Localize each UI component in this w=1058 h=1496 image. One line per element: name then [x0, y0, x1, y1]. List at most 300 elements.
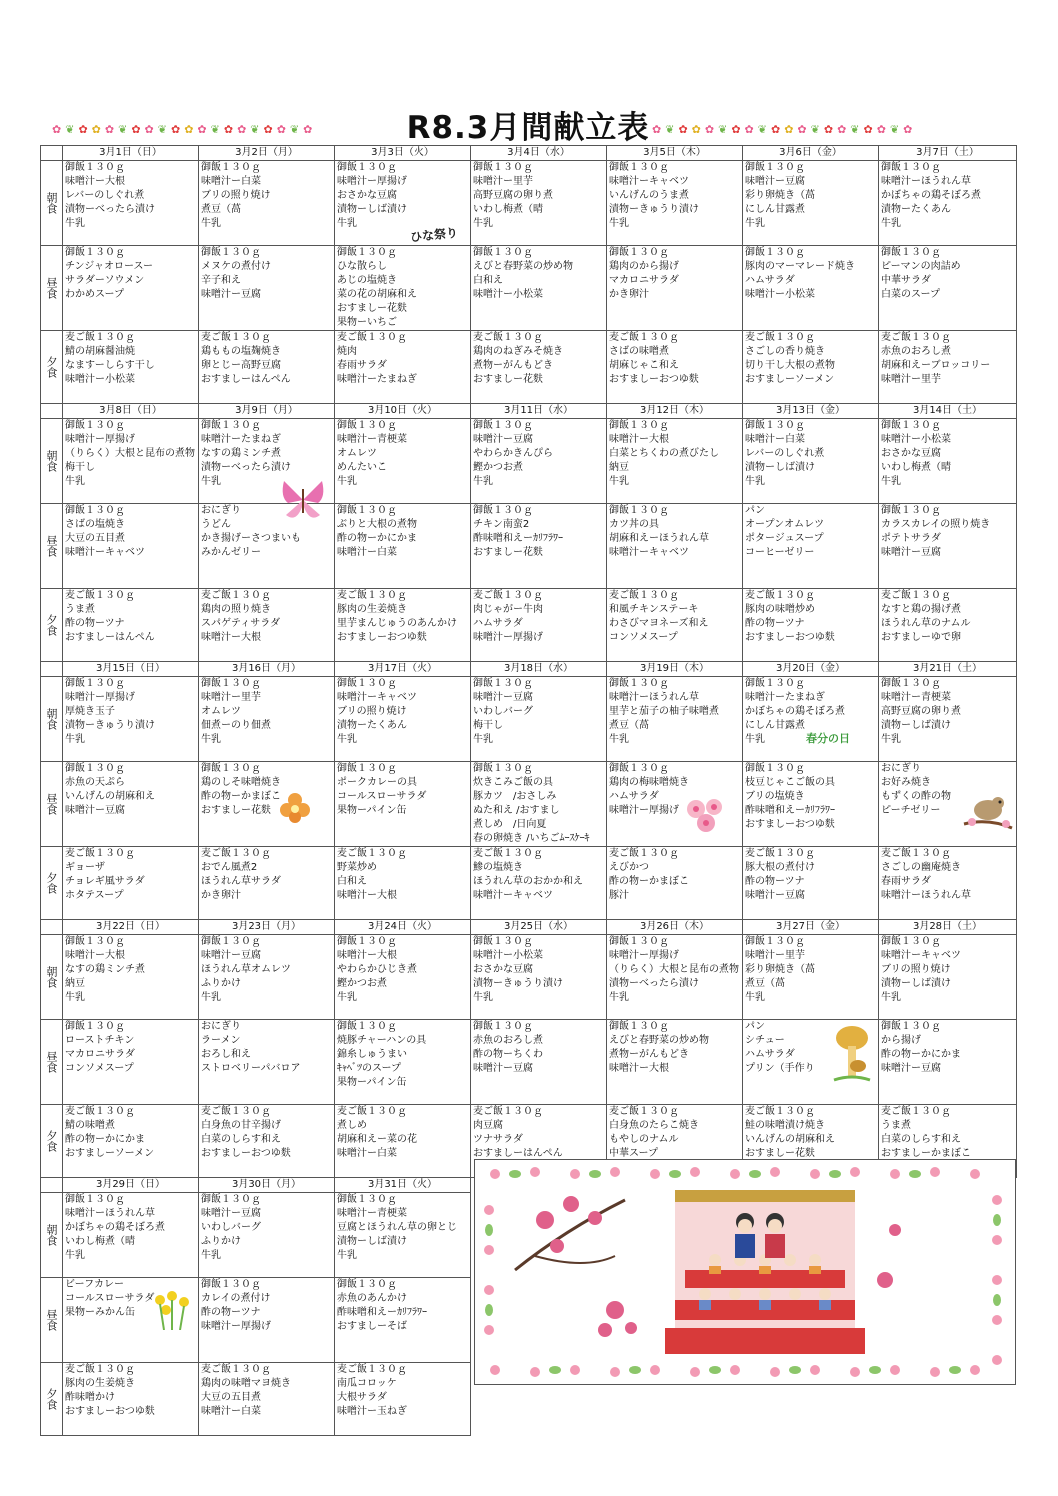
meal-items [337, 1278, 470, 1362]
menu-item: レバーのしぐれ煮 [745, 448, 825, 459]
dinner-cell [607, 589, 743, 662]
menu-item: 御飯１３０ｇ [201, 420, 261, 431]
menu-item: なますーしらす干し [65, 360, 155, 371]
date-header: 3月2日（月） [199, 146, 335, 161]
lunch-cell [743, 246, 879, 331]
meal-items [65, 331, 198, 403]
menu-item: オムレツ [201, 706, 241, 717]
breakfast-cell [471, 161, 607, 246]
menu-item: なすの鶏ミンチ煮 [201, 448, 281, 459]
menu-item: 御飯１３０ｇ [337, 678, 397, 689]
menu-item: 味噌汁ー小松菜 [881, 434, 951, 445]
menu-item: 味噌汁ー大根 [609, 1063, 669, 1074]
menu-item: 味噌汁ーほうれん草 [65, 1208, 155, 1219]
menu-item: 御飯１３０ｇ [337, 247, 397, 258]
menu-item: 味噌汁ー小松菜 [473, 950, 543, 961]
lunch-row [41, 504, 1017, 589]
breakfast-row [41, 677, 1017, 762]
menu-item: いわしバーグ [473, 706, 533, 717]
breakfast-cell [199, 161, 335, 246]
menu-item: 卵とじー高野豆腐 [201, 360, 281, 371]
menu-item: 麦ご飯１３０ｇ [473, 590, 543, 601]
menu-item: 煮豆（萵 [745, 978, 785, 989]
menu-item: 白身魚の甘辛揚げ [201, 1120, 281, 1131]
menu-item: 味噌汁ー厚揚げ [609, 805, 679, 816]
menu-item: かぼちゃの鶏そぼろ煮 [65, 1222, 165, 1233]
menu-item: 味噌汁ー白菜 [201, 1406, 261, 1417]
menu-item: 漬物ーべったら漬け [609, 978, 699, 989]
breakfast-cell [743, 419, 879, 504]
date-header: 3月11日（水） [471, 404, 607, 419]
menu-item: 果物ーみかん缶 [65, 1307, 135, 1318]
menu-item: 煮豆（萵 [609, 720, 649, 731]
meal-items [337, 847, 470, 919]
menu-item: 麦ご飯１３０ｇ [881, 1106, 951, 1117]
menu-item: 鰹かつお煮 [337, 978, 387, 989]
breakfast-cell [879, 161, 1017, 246]
dinner-row [41, 331, 1017, 404]
menu-item: 赤魚のおろし煮 [473, 1035, 543, 1046]
menu-item: 味噌汁ーキャベツ [609, 547, 689, 558]
menu-item: 味噌汁ーキャベツ [473, 890, 553, 901]
menu-item: お好み焼き [881, 777, 931, 788]
date-header: 3月3日（火） [335, 146, 471, 161]
menu-item: 味噌汁ー厚揚げ [201, 1321, 271, 1332]
breakfast-row [41, 419, 1017, 504]
lunch-cell [63, 504, 199, 589]
lunch-label: 昼食 [41, 1020, 63, 1105]
lunch-cell [335, 762, 471, 847]
meal-items [609, 677, 742, 761]
menu-item: 彩り卵焼き（萵 [745, 190, 815, 201]
flower-garland-left-icon: ✿ ❦ ✿ ✿ ✿ ❦ ✿ ✿ ❦ ✿ ✿ ✿ ❦ ✿ ✿ ❦ ✿ ✿ ❦ ✿ [52, 123, 313, 136]
menu-item: おでん風煮2 [201, 862, 258, 873]
menu-item: 御飯１３０ｇ [609, 162, 669, 173]
menu-item: 牛乳 [65, 218, 85, 229]
menu-item: 豚大根の煮付け [745, 862, 815, 873]
menu-item: 味噌汁ー里芋 [201, 692, 261, 703]
menu-item: コールスローサラダ [337, 791, 427, 802]
flower-icon [277, 790, 313, 826]
menu-item: ストロベリーパバロア [201, 1063, 301, 1074]
menu-item: おすましーかまぼこ [881, 1148, 971, 1159]
breakfast-cell [743, 935, 879, 1020]
meal-items [473, 847, 606, 919]
meal-items [337, 1193, 470, 1277]
menu-item: ブリの照り焼け [881, 964, 951, 975]
menu-item: 味噌汁ー里芋 [473, 176, 533, 187]
menu-item: 漬物ーべったら漬け [201, 462, 291, 473]
lunch-cell [335, 504, 471, 589]
menu-item: 麦ご飯１３０ｇ [473, 332, 543, 343]
lunch-cell [471, 1020, 607, 1105]
lunch-label: 昼食 [41, 1278, 63, 1363]
menu-item: 漬物ーしば漬け [337, 204, 407, 215]
menu-item: 鮭の味噌漬け焼き [745, 1120, 825, 1131]
menu-item: 果物ーパイン缶 [337, 1077, 407, 1088]
menu-item: 麦ご飯１３０ｇ [745, 332, 815, 343]
menu-item: 牛乳 [65, 734, 85, 745]
menu-item: 御飯１３０ｇ [609, 505, 669, 516]
menu-item: 漬物ーしば漬け [881, 978, 951, 989]
menu-item: 麦ご飯１３０ｇ [201, 590, 271, 601]
breakfast-cell [199, 677, 335, 762]
date-header: 3月20日（金） [743, 662, 879, 677]
menu-item: 酢味噌和えーｶﾘﾌﾗﾜｰ [745, 805, 835, 816]
meal-items [337, 1363, 470, 1435]
menu-item: 御飯１３０ｇ [65, 247, 125, 258]
meal-items [745, 246, 878, 330]
menu-item: 牛乳 [881, 476, 901, 487]
menu-item: おすましーおつゆ麩 [65, 1406, 155, 1417]
menu-item: 赤魚のおろし煮 [881, 346, 951, 357]
breakfast-cell [199, 1193, 335, 1278]
menu-item: あじの塩焼き [337, 275, 397, 286]
meal-items [745, 762, 878, 846]
menu-item: なすの鶏ミンチ煮 [65, 964, 145, 975]
menu-item: 御飯１３０ｇ [337, 936, 397, 947]
lunch-cell [199, 1278, 335, 1363]
menu-item: 牛乳 [473, 476, 493, 487]
menu-item: サラダーソウメン [65, 275, 145, 286]
breakfast-label: 朝食 [41, 935, 63, 1020]
menu-item: ぶりと大根の煮物 [337, 519, 417, 530]
dinner-cell [743, 847, 879, 920]
meal-items [745, 847, 878, 919]
lunch-cell [471, 246, 607, 331]
meal-items [473, 419, 606, 503]
menu-item: いわしバーグ [201, 1222, 261, 1233]
date-header: 3月10日（火） [335, 404, 471, 419]
meal-items [65, 935, 198, 1019]
menu-item: 御飯１３０ｇ [881, 936, 941, 947]
date-header: 3月9日（月） [199, 404, 335, 419]
dinner-label: 夕食 [41, 589, 63, 662]
menu-item: おすましーソーメン [65, 1148, 155, 1159]
meal-items [745, 331, 878, 403]
menu-item: 梅干し [473, 720, 503, 731]
menu-item: 御飯１３０ｇ [609, 678, 669, 689]
date-header: 3月24日（火） [335, 920, 471, 935]
menu-item: 麦ご飯１３０ｇ [201, 1106, 271, 1117]
menu-item: 味噌汁ー大根 [65, 950, 125, 961]
menu-item: 味噌汁ー豆腐 [473, 434, 533, 445]
meal-items [609, 419, 742, 503]
hina-doll-panel [474, 1159, 1016, 1385]
menu-item: 納豆 [65, 978, 85, 989]
menu-item: 味噌汁ー豆腐 [201, 950, 261, 961]
meal-items [65, 161, 198, 245]
menu-item: 野菜炒め [337, 862, 377, 873]
lunch-row [41, 246, 1017, 331]
date-header: 3月13日（金） [743, 404, 879, 419]
meal-items [609, 331, 742, 403]
menu-item: ｷｬﾍﾞﾂのスープ [337, 1063, 401, 1074]
menu-item: にしん甘露煮 [745, 204, 805, 215]
week-header-row [41, 920, 1017, 935]
menu-item: 麦ご飯１３０ｇ [65, 590, 135, 601]
menu-item: うま煮 [65, 604, 95, 615]
menu-item: 御飯１３０ｇ [745, 763, 805, 774]
menu-item: 胡麻和えー菜の花 [337, 1134, 417, 1145]
meal-items [473, 246, 606, 330]
menu-item: おすましー花麩 [745, 1148, 815, 1159]
menu-item: いわし梅煮（晴 [881, 462, 951, 473]
breakfast-cell [471, 935, 607, 1020]
meal-items [65, 1363, 198, 1435]
menu-item: おすましーはんぺん [473, 1148, 563, 1159]
title-row [40, 100, 1016, 144]
lunch-cell [607, 1020, 743, 1105]
menu-item: 漬物ーきゅうり漬け [65, 720, 155, 731]
menu-item: 牛乳 [881, 218, 901, 229]
menu-item: カラスカレイの照り焼き [881, 519, 991, 530]
date-header: 3月22日（日） [63, 920, 199, 935]
dinner-cell [199, 1105, 335, 1178]
menu-item: 牛乳 [609, 476, 629, 487]
dinner-cell [879, 331, 1017, 404]
menu-item: 里芋と茄子の柚子味噌煮 [609, 706, 719, 717]
meal-items [65, 847, 198, 919]
menu-item: 牛乳 [65, 992, 85, 1003]
menu-item: 味噌汁ー豆腐 [881, 547, 941, 558]
menu-item: えびと春野菜の炒め物 [609, 1035, 709, 1046]
menu-item: 味噌汁ー豆腐 [745, 890, 805, 901]
lunch-cell [471, 762, 607, 847]
menu-item: 鶏肉の梅味噌焼き [609, 777, 689, 788]
meal-items [473, 331, 606, 403]
menu-item: うま煮 [881, 1120, 911, 1131]
menu-item: 鯵の塩焼き [473, 862, 523, 873]
dinner-cell [199, 331, 335, 404]
menu-item: 漬物ーきゅうり漬け [473, 978, 563, 989]
meal-items [201, 331, 334, 403]
lunch-cell [879, 504, 1017, 589]
meal-items [609, 1020, 742, 1104]
menu-item: ポテトサラダ [881, 533, 941, 544]
menu-item: おさかな豆腐 [881, 448, 941, 459]
menu-item: 大根サラダ [337, 1392, 387, 1403]
menu-item: 御飯１３０ｇ [337, 162, 397, 173]
date-header: 3月17日（火） [335, 662, 471, 677]
week-header-row [41, 146, 1017, 161]
corner-cell [41, 920, 63, 935]
menu-item: 味噌汁ーたまねぎ [745, 692, 825, 703]
corner-cell [41, 146, 63, 161]
menu-item: 煮物ーがんもどき [609, 1049, 689, 1060]
dinner-cell [335, 1363, 471, 1436]
meal-items [201, 1278, 334, 1362]
menu-item: 漬物ーしば漬け [745, 462, 815, 473]
menu-item: 御飯１３０ｇ [201, 763, 261, 774]
menu-item: 御飯１３０ｇ [473, 162, 533, 173]
menu-item: おすましーおつゆ麩 [337, 632, 427, 643]
dinner-cell [63, 589, 199, 662]
dinner-cell [471, 331, 607, 404]
menu-item: 牛乳 [337, 992, 357, 1003]
menu-item: 鶏肉のから揚げ [609, 261, 679, 272]
menu-item: 佃煮ーのり佃煮 [201, 720, 271, 731]
menu-item: 御飯１３０ｇ [745, 162, 805, 173]
menu-item: 漬物ーべったら漬け [65, 204, 155, 215]
menu-item: 梅干し [65, 462, 95, 473]
menu-item: 酢の物ーかまぼこ [201, 791, 281, 802]
menu-item: 味噌汁ー白菜 [745, 434, 805, 445]
menu-item: 麦ご飯１３０ｇ [337, 1364, 407, 1375]
menu-item: 味噌汁ー厚揚げ [337, 176, 407, 187]
meal-items [65, 504, 198, 588]
menu-item: 味噌汁ー里芋 [745, 950, 805, 961]
meal-items [201, 1193, 334, 1277]
menu-item: 味噌汁ー豆腐 [201, 1208, 261, 1219]
lunch-cell [335, 246, 471, 331]
menu-item: 御飯１３０ｇ [881, 1021, 941, 1032]
meal-items [201, 161, 334, 245]
menu-item: 酢味噌和えーｶﾘﾌﾗﾜｰ [473, 533, 563, 544]
menu-item: 牛乳 [473, 992, 493, 1003]
menu-item: おすましーおつゆ麩 [609, 374, 699, 385]
menu-item: 御飯１３０ｇ [881, 247, 941, 258]
menu-item: 牛乳 [745, 218, 765, 229]
menu-item: 麦ご飯１３０ｇ [881, 590, 951, 601]
menu-item: 御飯１３０ｇ [609, 1021, 669, 1032]
lunch-row [41, 762, 1017, 847]
menu-item: 辛子和え [201, 275, 241, 286]
dinner-cell [63, 847, 199, 920]
menu-item: 白菜のしらす和え [881, 1134, 961, 1145]
menu-item: 胡麻和えーブロッコリー [881, 360, 991, 371]
menu-item: 春雨サラダ [881, 876, 931, 887]
menu-item: ピーマンの肉詰め [881, 261, 961, 272]
menu-item: 漬物ーたくあん [337, 720, 407, 731]
lunch-cell [879, 246, 1017, 331]
menu-item: 煮しめ /日向夏 [473, 819, 547, 830]
meal-items [473, 589, 606, 661]
meal-items [337, 504, 470, 588]
meal-items [881, 161, 1016, 245]
menu-item: 御飯１３０ｇ [201, 1279, 261, 1290]
menu-item: 錦糸しゅうまい [337, 1049, 407, 1060]
lunch-label: 昼食 [41, 246, 63, 331]
menu-item: さばの塩焼き [65, 519, 125, 530]
meal-items [609, 161, 742, 245]
menu-item: 酢の物ーツナ [201, 1307, 261, 1318]
menu-item: ポタージュスープ [745, 533, 824, 544]
menu-item: 麦ご飯１３０ｇ [201, 848, 271, 859]
meal-items [201, 1020, 334, 1104]
menu-item: 御飯１３０ｇ [201, 1194, 261, 1205]
menu-item: カレイの煮付け [201, 1293, 271, 1304]
menu-item: かき卵汁 [609, 289, 649, 300]
lunch-cell [199, 762, 335, 847]
meal-items [881, 677, 1016, 761]
menu-item: 御飯１３０ｇ [609, 247, 669, 258]
menu-item: 果物ーいちご [337, 317, 397, 328]
meal-items [65, 1020, 198, 1104]
menu-item: 焼豚チャーハンの具 [337, 1035, 427, 1046]
breakfast-cell [335, 1193, 471, 1278]
menu-item: 味噌汁ー豆腐 [473, 692, 533, 703]
meal-items [65, 589, 198, 661]
menu-item: うどん [201, 519, 231, 530]
menu-item: 御飯１３０ｇ [201, 247, 261, 258]
menu-item: やわらかきんぴら [473, 448, 553, 459]
menu-item: ふりかけ [201, 978, 241, 989]
menu-item: 麦ご飯１３０ｇ [609, 590, 679, 601]
menu-item: おすましーはんぺん [201, 374, 291, 385]
menu-item: ハムサラダ [745, 1049, 795, 1060]
menu-item: 御飯１３０ｇ [609, 420, 669, 431]
menu-item: 果物ーパイン缶 [337, 805, 407, 816]
menu-item: マカロニサラダ [609, 275, 679, 286]
menu-item: 御飯１３０ｇ [65, 763, 125, 774]
menu-item: 御飯１３０ｇ [473, 678, 533, 689]
menu-item: 牛乳 [609, 992, 629, 1003]
mushroom-icon [832, 1024, 872, 1082]
menu-item: 御飯１３０ｇ [881, 505, 941, 516]
menu-item: 味噌汁ー大根 [337, 950, 397, 961]
breakfast-cell [607, 161, 743, 246]
meal-items [65, 419, 198, 503]
lunch-cell [743, 762, 879, 847]
meal-items [473, 935, 606, 1019]
breakfast-label: 朝食 [41, 1193, 63, 1278]
menu-item: 御飯１３０ｇ [473, 936, 533, 947]
menu-item: 白菜のスープ [881, 289, 940, 300]
menu-item: みかんゼリー [201, 547, 261, 558]
date-header: 3月28日（土） [879, 920, 1017, 935]
date-header: 3月21日（土） [879, 662, 1017, 677]
menu-item: 味噌汁ー青梗菜 [881, 692, 951, 703]
menu-item: 漬物ーきゅうり漬け [609, 204, 699, 215]
menu-item: おすましーおつゆ麩 [201, 1148, 291, 1159]
date-header: 3月12日（木） [607, 404, 743, 419]
menu-item: 牛乳 [65, 1250, 85, 1261]
dinner-cell [879, 847, 1017, 920]
menu-item: 牛乳 [745, 992, 765, 1003]
menu-item: ホタテスープ [65, 890, 124, 901]
meal-items [201, 246, 334, 330]
meal-items [65, 1193, 198, 1277]
meal-items [473, 161, 606, 245]
menu-item: 高野豆腐の卵り煮 [473, 190, 553, 201]
menu-item: シチュー [745, 1035, 785, 1046]
menu-item: 味噌汁ー青梗菜 [337, 434, 407, 445]
dinner-label: 夕食 [41, 847, 63, 920]
breakfast-cell [63, 1193, 199, 1278]
menu-item: おすましーゆで卵 [881, 632, 961, 643]
menu-item: 麦ご飯１３０ｇ [201, 332, 271, 343]
meal-items [337, 762, 470, 846]
dinner-cell [743, 331, 879, 404]
menu-item: おすましーおつゆ麩 [745, 819, 835, 830]
menu-item: さばの味噌煮 [609, 346, 669, 357]
menu-item: 酢の物ーかまぼこ [609, 876, 689, 887]
menu-item: 御飯１３０ｇ [201, 162, 261, 173]
breakfast-cell [335, 419, 471, 504]
menu-item: ローストチキン [65, 1035, 135, 1046]
breakfast-cell [607, 935, 743, 1020]
lunch-cell [471, 504, 607, 589]
menu-item: 御飯１３０ｇ [473, 505, 533, 516]
lunch-cell [335, 1020, 471, 1105]
breakfast-cell [879, 677, 1017, 762]
menu-item: 酢の物ーツナ [65, 618, 125, 629]
menu-item: 味噌汁ー大根 [609, 434, 669, 445]
dinner-row [41, 847, 1017, 920]
breakfast-cell [607, 419, 743, 504]
menu-item: 厚焼き玉子 [65, 706, 115, 717]
